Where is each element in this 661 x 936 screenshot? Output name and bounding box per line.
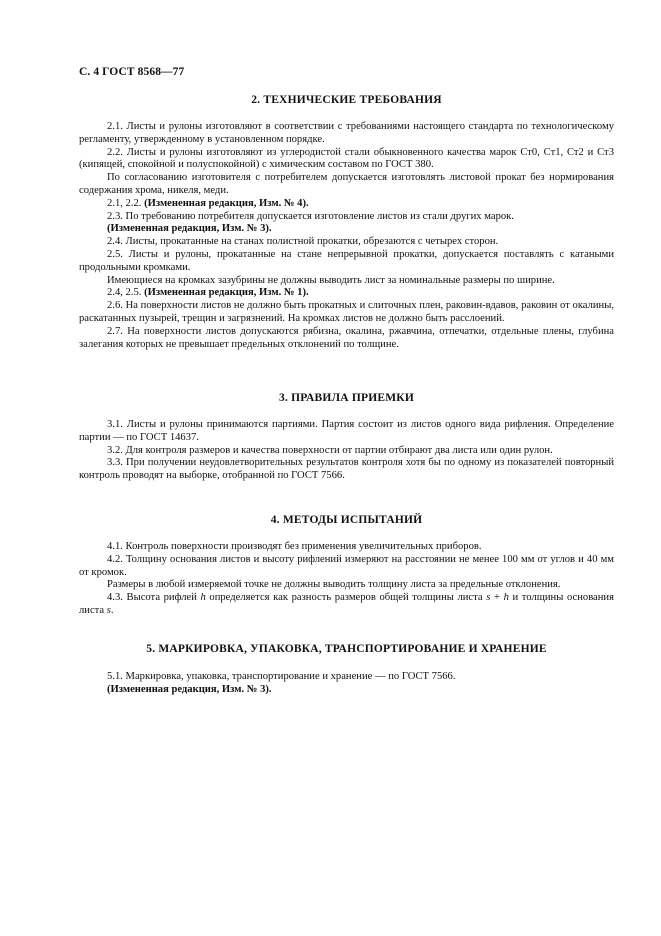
amendment-ref: 2.4, 2.5. xyxy=(107,287,142,299)
paragraph-2-2-note: По согласованию изготовителя с потребителем допускается изготовлять листовой прокат без нормирования содержания хрома, никеля, меди. xyxy=(79,172,614,196)
paragraph-4-2-note: Размеры в любой измеряемой точке не должны выводить толщину листа за предельные отклонения. xyxy=(107,579,561,591)
amendment-text: (Измененная редакция, Изм. № 3). xyxy=(107,223,272,235)
text-run: и толщины основания листа xyxy=(79,592,614,616)
section-3-title: 3. ПРАВИЛА ПРИЕМКИ xyxy=(279,392,414,404)
paragraph-2-2: 2.2. Листы и рулоны изготовляют из углеродистой стали обыкновенного качества марок Ст0, Ст1, Ст2 и Ст3 (кипящей, спокойной и полуспокойной) с химическим составом по ГОСТ 380. xyxy=(79,146,614,171)
paragraph-2-7: 2.7. На поверхности листов допускаются рябизна, окалина, ржавчина, отпечатки, отдельные плены, глубина залегания которых не превышает предельных отклонений по толщине. xyxy=(79,325,614,350)
paragraph-2-3: 2.3. По требованию потребителя допускается изготовление листов из стали других марок. xyxy=(107,210,514,222)
period: . xyxy=(110,604,114,616)
paragraph-2-6: 2.6. На поверхности листов не должно быть прокатных и слиточных плен, раковин-вдавов, раковин от окалины, раскатанных пузырей, трещин и загрязнений. На кромках листов не должно быть расслоений. xyxy=(79,300,614,324)
paragraph-3-2: 3.2. Для контроля размеров и качества поверхности от партии отбирают два листа или один рулон. xyxy=(107,444,553,456)
section-4-body xyxy=(79,541,614,618)
amendment-note-2-3 xyxy=(79,223,614,236)
paragraph-2-4: 2.4. Листы, прокатанные на станах полистной прокатки, обрезаются с четырех сторон. xyxy=(107,236,499,248)
text-run: определяется как разность размеров общей толщины листа xyxy=(209,592,483,604)
plus-sign: + xyxy=(493,592,500,604)
amendment-text: (Измененная редакция, Изм. № 1). xyxy=(144,287,309,299)
paragraph-3-3: 3.3. При получении неудовлетворительных результатов контроля хотя бы по одному из показателей повторный контроль проводят на выборке, отобранной по ГОСТ 7566. xyxy=(79,457,614,482)
paragraph-4-2: 4.2. Толщину основания листов и высоту рифлений измеряют на расстоянии не менее 100 мм от углов и 40 мм от кромок. xyxy=(79,553,614,578)
variable-h: h xyxy=(503,592,509,604)
amendment-note-2-4 xyxy=(79,287,614,300)
paragraph-4-1: 4.1. Контроль поверхности производят без применения увеличительных приборов. xyxy=(107,541,482,552)
amendment-note-5-1 xyxy=(79,684,614,697)
paragraph-5-1: 5.1. Маркировка, упаковка, транспортирование и хранение — по ГОСТ 7566. xyxy=(107,671,456,682)
variable-h: h xyxy=(200,592,206,604)
text-run: 4.3. Высота рифлей xyxy=(107,592,197,604)
section-3-body xyxy=(79,419,614,483)
section-5-title: 5. МАРКИРОВКА, УПАКОВКА, ТРАНСПОРТИРОВАНИЕ И ХРАНЕНИЕ xyxy=(146,643,547,655)
amendment-text: (Измененная редакция, Изм. № 3). xyxy=(107,683,272,695)
section-4-title: 4. МЕТОДЫ ИСПЫТАНИЙ xyxy=(270,514,423,526)
paragraph-2-5: 2.5. Листы и рулоны, прокатанные на стане непрерывной прокатки, допускается поставлять с катаными продольными кромками. xyxy=(79,248,614,273)
section-5-body xyxy=(79,671,614,697)
section-2-body xyxy=(79,121,614,351)
page-header: С. 4 ГОСТ 8568—77 xyxy=(79,66,185,78)
paragraph-4-3 xyxy=(79,592,614,618)
variable-s: s xyxy=(106,604,111,616)
amendment-ref: 2.1, 2.2. xyxy=(107,197,142,209)
paragraph-3-1: 3.1. Листы и рулоны принимаются партиями. Партия состоит из листов одного вида рифления. Определение партии — по ГОСТ 14637. xyxy=(79,419,614,443)
variable-s: s xyxy=(486,592,491,604)
paragraph-2-1: 2.1. Листы и рулоны изготовляют в соответствии с требованиями настоящего стандарта по технологическому регламенту, утвержденному в установленном порядке. xyxy=(79,121,614,145)
section-2-title: 2. ТЕХНИЧЕСКИЕ ТРЕБОВАНИЯ xyxy=(251,94,442,106)
paragraph-2-5-note: Имеющиеся на кромках зазубрины не должны выводить лист за номинальные размеры по ширине. xyxy=(107,274,555,286)
amendment-note-2-1 xyxy=(79,198,614,211)
amendment-text: (Измененная редакция, Изм. № 4). xyxy=(144,197,309,209)
